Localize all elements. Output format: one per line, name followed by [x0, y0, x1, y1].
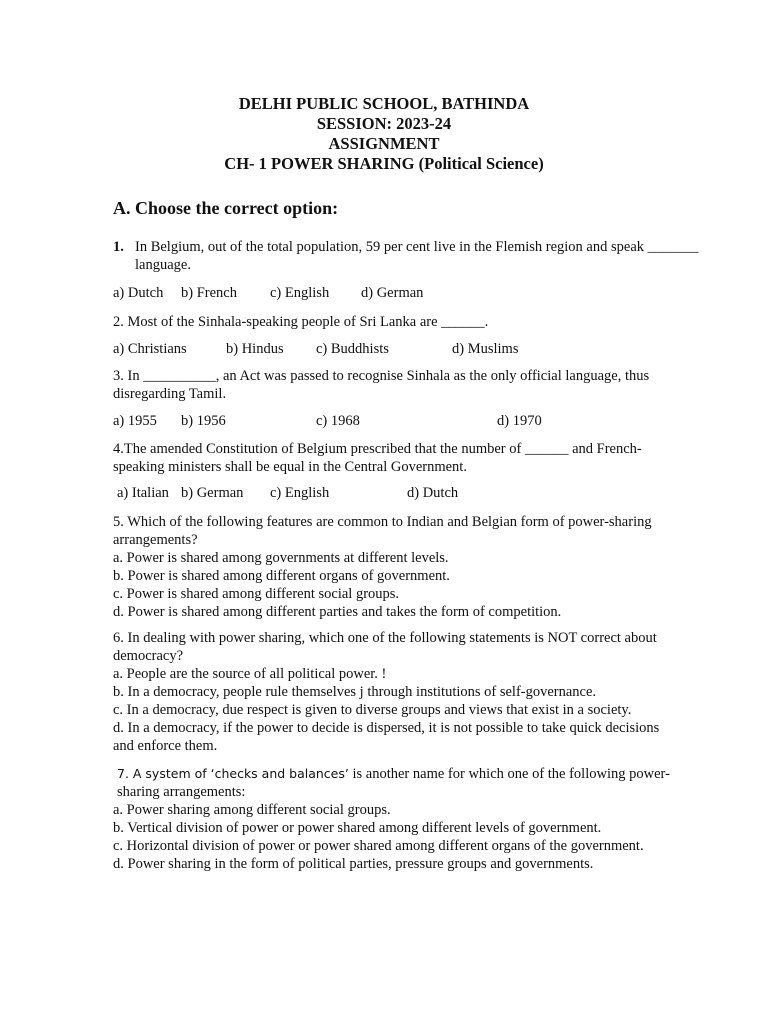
question-7-option-a: a. Power sharing among different social groups.: [113, 802, 391, 818]
question-6-text: 6. In dealing with power sharing, which one of the following statements is NOT correct about democracy?: [113, 630, 657, 664]
question-7: [117, 765, 683, 801]
question-3: 3. In __________, an Act was passed to recognise Sinhala as the only official language, thus disregarding Tamil.: [113, 368, 650, 402]
question-5-option-d: d. Power is shared among different parties and takes the form of competition.: [113, 604, 562, 620]
question-1-option-d: d) German: [361, 285, 424, 301]
question-2-option-c: c) Buddhists: [316, 341, 389, 357]
question-3-option-a: a) 1955: [113, 413, 157, 429]
question-5-option-b: b. Power is shared among different organs of government.: [113, 568, 450, 584]
question-5-option-a: a. Power is shared among governments at different levels.: [113, 550, 449, 566]
question-6-option-c: c. In a democracy, due respect is given to diverse groups and views that exist in a society.: [113, 702, 632, 718]
question-2: 2. Most of the Sinhala-speaking people of Sri Lanka are ______.: [113, 314, 489, 330]
chapter-title: CH- 1 POWER SHARING (Political Science): [224, 154, 544, 173]
question-2-option-d: d) Muslims: [452, 341, 519, 357]
school-name: DELHI PUBLIC SCHOOL, BATHINDA: [238, 94, 530, 113]
question-4-option-b: b) German: [181, 485, 244, 501]
question-5-option-c: c. Power is shared among different social groups.: [113, 586, 400, 602]
question-4-option-c: c) English: [270, 485, 330, 501]
question-1-option-b: b) French: [181, 285, 237, 301]
question-2-option-b: b) Hindus: [226, 341, 284, 357]
question-7-options: [113, 801, 683, 873]
question-1-number: 1.: [113, 239, 124, 255]
section-a-title: A. Choose the correct option:: [113, 198, 339, 218]
question-3-option-d: d) 1970: [497, 413, 542, 429]
question-5: [113, 513, 683, 621]
question-4: 4.The amended Constitution of Belgium prescribed that the number of ______ and French-speaking ministers shall be equal in the Central Government.: [113, 441, 642, 475]
question-6-option-a: a. People are the source of all political power. !: [113, 666, 387, 682]
question-7-text: [117, 766, 670, 800]
session-line: SESSION: 2023-24: [316, 114, 452, 133]
question-1-option-c: c) English: [270, 285, 330, 301]
question-3-option-b: b) 1956: [181, 413, 226, 429]
assignment-label: ASSIGNMENT: [328, 134, 440, 153]
question-1-option-a: a) Dutch: [113, 285, 164, 301]
question-7-option-d: d. Power sharing in the form of political parties, pressure groups and governments.: [113, 856, 594, 872]
question-7-option-b: b. Vertical division of power or power shared among different levels of government.: [113, 820, 602, 836]
question-7-lead: 7. A system of ‘checks and balances’: [117, 766, 349, 781]
question-3-option-c: c) 1968: [316, 413, 360, 429]
question-6-option-d: d. In a democracy, if the power to decide is dispersed, it is not possible to take quick decisions and enforce them.: [113, 720, 660, 754]
question-7-option-c: c. Horizontal division of power or power shared among different organs of the government.: [113, 838, 644, 854]
question-1: [113, 238, 705, 274]
question-4-option-d: d) Dutch: [407, 485, 459, 501]
question-7-body: is another name for which one of the following power-sharing arrangements:: [117, 766, 670, 800]
question-1-text: In Belgium, out of the total population, 59 per cent live in the Flemish region and speak _______ language.: [135, 239, 699, 273]
question-5-text: 5. Which of the following features are common to Indian and Belgian form of power-sharing arrangements?: [113, 514, 652, 548]
document-header: [0, 94, 768, 174]
question-6-option-b: b. In a democracy, people rule themselves j through institutions of self-governance.: [113, 684, 597, 700]
question-4-option-a: a) Italian: [117, 485, 169, 501]
question-6: [113, 629, 683, 755]
question-2-option-a: a) Christians: [113, 341, 187, 357]
